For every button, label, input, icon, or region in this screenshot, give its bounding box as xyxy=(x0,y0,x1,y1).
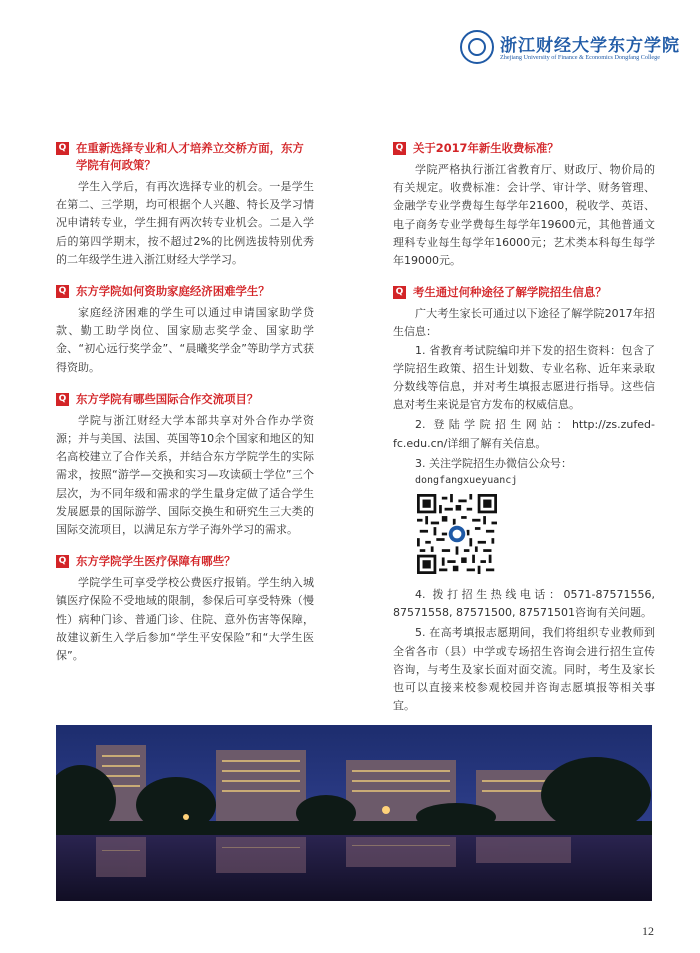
question-icon: Q xyxy=(56,285,69,298)
question-icon: Q xyxy=(56,142,69,155)
answer-text: 学院严格执行浙江省教育厅、财政厅、物价局的有关规定。收费标准：会计学、审计学、财务管理、金融学专业学费每生每学年21600，税收学、英语、电子商务专业学费每生每学年19600元，其他普通文理科专业每生每学年16000元；艺术类本科每生每学年19000元。 xyxy=(393,163,655,268)
info-steps xyxy=(393,342,655,473)
answer-text: 学生入学后，有再次选择专业的机会。一是学生在第二、三学期，均可根据个人兴趣、特长及学习情况申请转专业，学生拥有两次转专业机会。二是入学后的第四学期末，按不超过2%的比例选拔特别优秀的二年级学生进入浙江财经大学学习。 xyxy=(56,180,314,266)
school-name-en: Zhejiang University of Finance & Economics Dongfang College xyxy=(500,54,660,61)
school-name: 浙江财经大学东方学院 xyxy=(500,36,680,56)
qa-international xyxy=(56,391,314,539)
right-column xyxy=(393,140,655,729)
qr-code-icon xyxy=(417,494,497,574)
left-column xyxy=(56,140,314,679)
answer-text: 学院学生可享受学校公费医疗报销。学生纳入城镇医疗保险不受地域的限制，参保后可享受特殊（慢性）病种门诊、普通门诊、住院、意外伤害等保障，故建议新生入学后参加“学生平安保险”和“大学生医保”。 xyxy=(56,576,314,663)
qa-fee xyxy=(393,140,655,270)
question-text: 关于2017年新生收费标准？ xyxy=(413,141,559,155)
answer-text: 学院与浙江财经大学本部共享对外合作办学资源；并与美国、法国、英国等10余个国家和地区的知名高校建立了合作关系，并结合东方学院学生的实际需求，按照“游学—交换和实习—攻读硕士学位”三个层次，为不同年级和需求的学生量身定做了适合学生发展愿景的国际游学、国际交换生和研究生三大类的国际交流项目，以满足东方学子海外学习的需求。 xyxy=(56,413,314,537)
question-text: 在重新选择专业和人才培养立交桥方面，东方学院有何政策？ xyxy=(76,141,304,172)
step-item: 2. 登陆学院招生网站：http://zs.zufed-fc.edu.cn/详细了解有关信息。 xyxy=(393,418,655,450)
page-number: 12 xyxy=(642,924,654,938)
qa-admission-info xyxy=(393,284,655,715)
question-text: 考生通过何种途径了解学院招生信息？ xyxy=(413,285,607,300)
question-icon: Q xyxy=(56,393,69,406)
step-item: 1. 省教育考试院编印并下发的招生资料：包含了学院招生政策、招生计划数、专业名称、近年来录取分数线等信息，并对考生填报志愿进行指导。这些信息对考生来说是官方发布的权威信息。 xyxy=(393,343,655,412)
qa-financial-aid xyxy=(56,283,314,377)
answer-intro: 广大考生家长可通过以下途径了解学院2017年招生信息： xyxy=(393,307,655,339)
info-steps-after xyxy=(393,586,655,715)
qa-medical xyxy=(56,553,314,665)
question-text: 东方学院有哪些国际合作交流项目？ xyxy=(76,391,259,406)
wechat-id: dongfangxueyuancj xyxy=(415,475,518,487)
answer-text: 家庭经济困难的学生可以通过申请国家助学贷款、勤工助学岗位、国家励志奖学金、国家助学金、“初心远行奖学金”、“晨曦奖学金”等助学方式获得资助。 xyxy=(56,306,314,374)
question-icon: Q xyxy=(56,555,69,568)
question-text: 东方学院学生医疗保障有哪些？ xyxy=(76,554,236,569)
school-seal-icon xyxy=(460,30,494,64)
qa-major-change xyxy=(56,140,314,269)
campus-night-photo xyxy=(56,725,652,901)
question-icon: Q xyxy=(393,142,406,155)
question-text: 东方学院如何资助家庭经济困难学生？ xyxy=(76,284,270,299)
step-item: 3. 关注学院招生办微信公众号： xyxy=(415,456,572,470)
step-item: 5. 在高考填报志愿期间，我们将组织专业教师到全省各市（县）中学或专场招生咨询会进行招生宣传咨询，与考生及家长面对面交流。同时，考生及家长也可以直接来校参观校园并咨询志愿填报等相关事宜。 xyxy=(393,626,655,713)
school-logo xyxy=(460,26,680,72)
step-item: 4. 拨打招生热线电话：0571-87571556, 87571558, 87571500, 87571501咨询有关问题。 xyxy=(393,588,655,620)
question-icon: Q xyxy=(393,286,406,299)
